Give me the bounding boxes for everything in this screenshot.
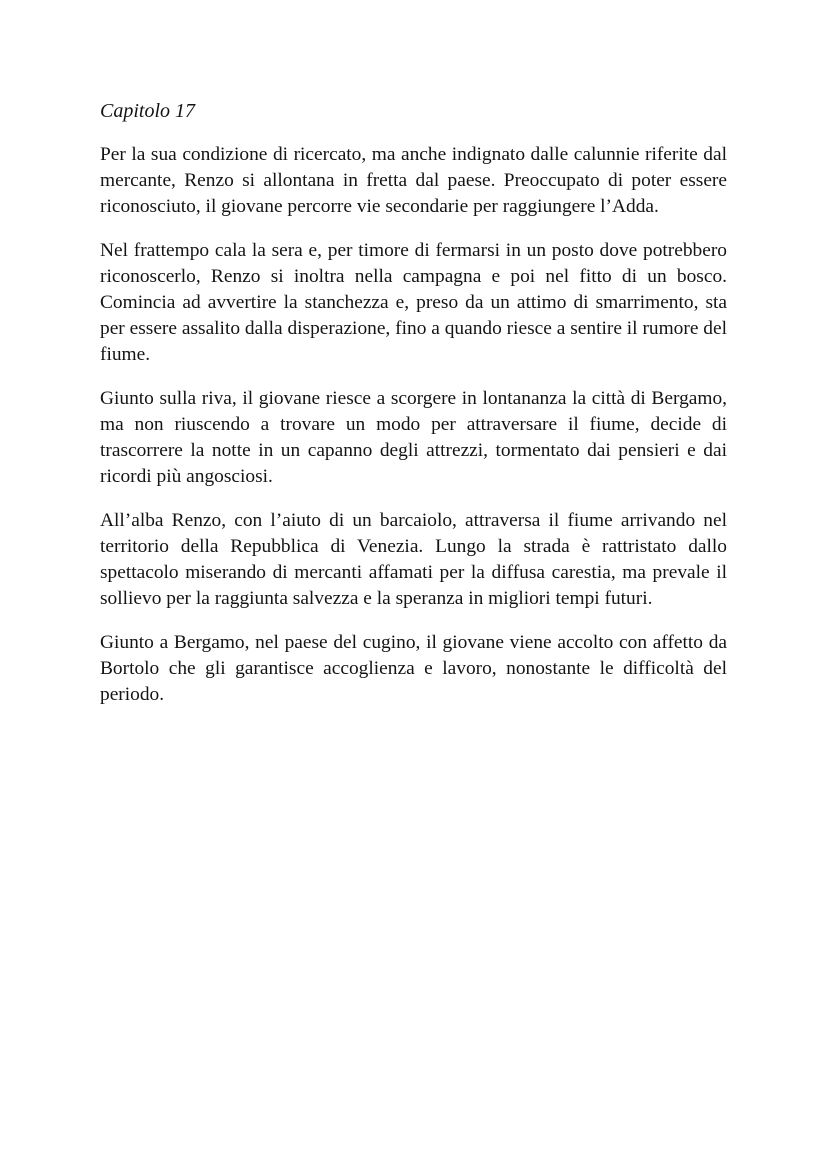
document-body	[100, 98, 727, 726]
paragraph-3: Giunto sulla riva, il giovane riesce a scorgere in lontananza la città di Bergamo, ma non riuscendo a trovare un modo per attraversare il fiume, decide di trascorrere la notte in un capanno degli attrezzi, tormentato dai pensieri e dai ricordi più angosciosi.	[100, 388, 727, 487]
chapter-title: Capitolo 17	[100, 100, 196, 122]
paragraph-5: Giunto a Bergamo, nel paese del cugino, il giovane viene accolto con affetto da Bortolo che gli garantisce accoglienza e lavoro, nonostante le difficoltà del periodo.	[100, 632, 727, 705]
paragraph-1: Per la sua condizione di ricercato, ma anche indignato dalle calunnie riferite dal mercante, Renzo si allontana in fretta dal paese. Preoccupato di poter essere riconosciuto, il giovane percorre vie secondarie per raggiungere l’Adda.	[100, 144, 727, 217]
paragraph-2: Nel frattempo cala la sera e, per timore di fermarsi in un posto dove potrebbero riconoscerlo, Renzo si inoltra nella campagna e poi nel fitto di un bosco. Comincia ad avvertire la stanchezza e, preso da un attimo di smarrimento, sta per essere assalito dalla disperazione, fino a quando riesce a sentire il rumore del fiume.	[100, 240, 727, 365]
paragraph-4: All’alba Renzo, con l’aiuto di un barcaiolo, attraversa il fiume arrivando nel territorio della Repubblica di Venezia. Lungo la strada è rattristato dallo spettacolo miserando di mercanti affamati per la diffusa carestia, ma prevale il sollievo per la raggiunta salvezza e la speranza in migliori tempi futuri.	[100, 510, 727, 609]
